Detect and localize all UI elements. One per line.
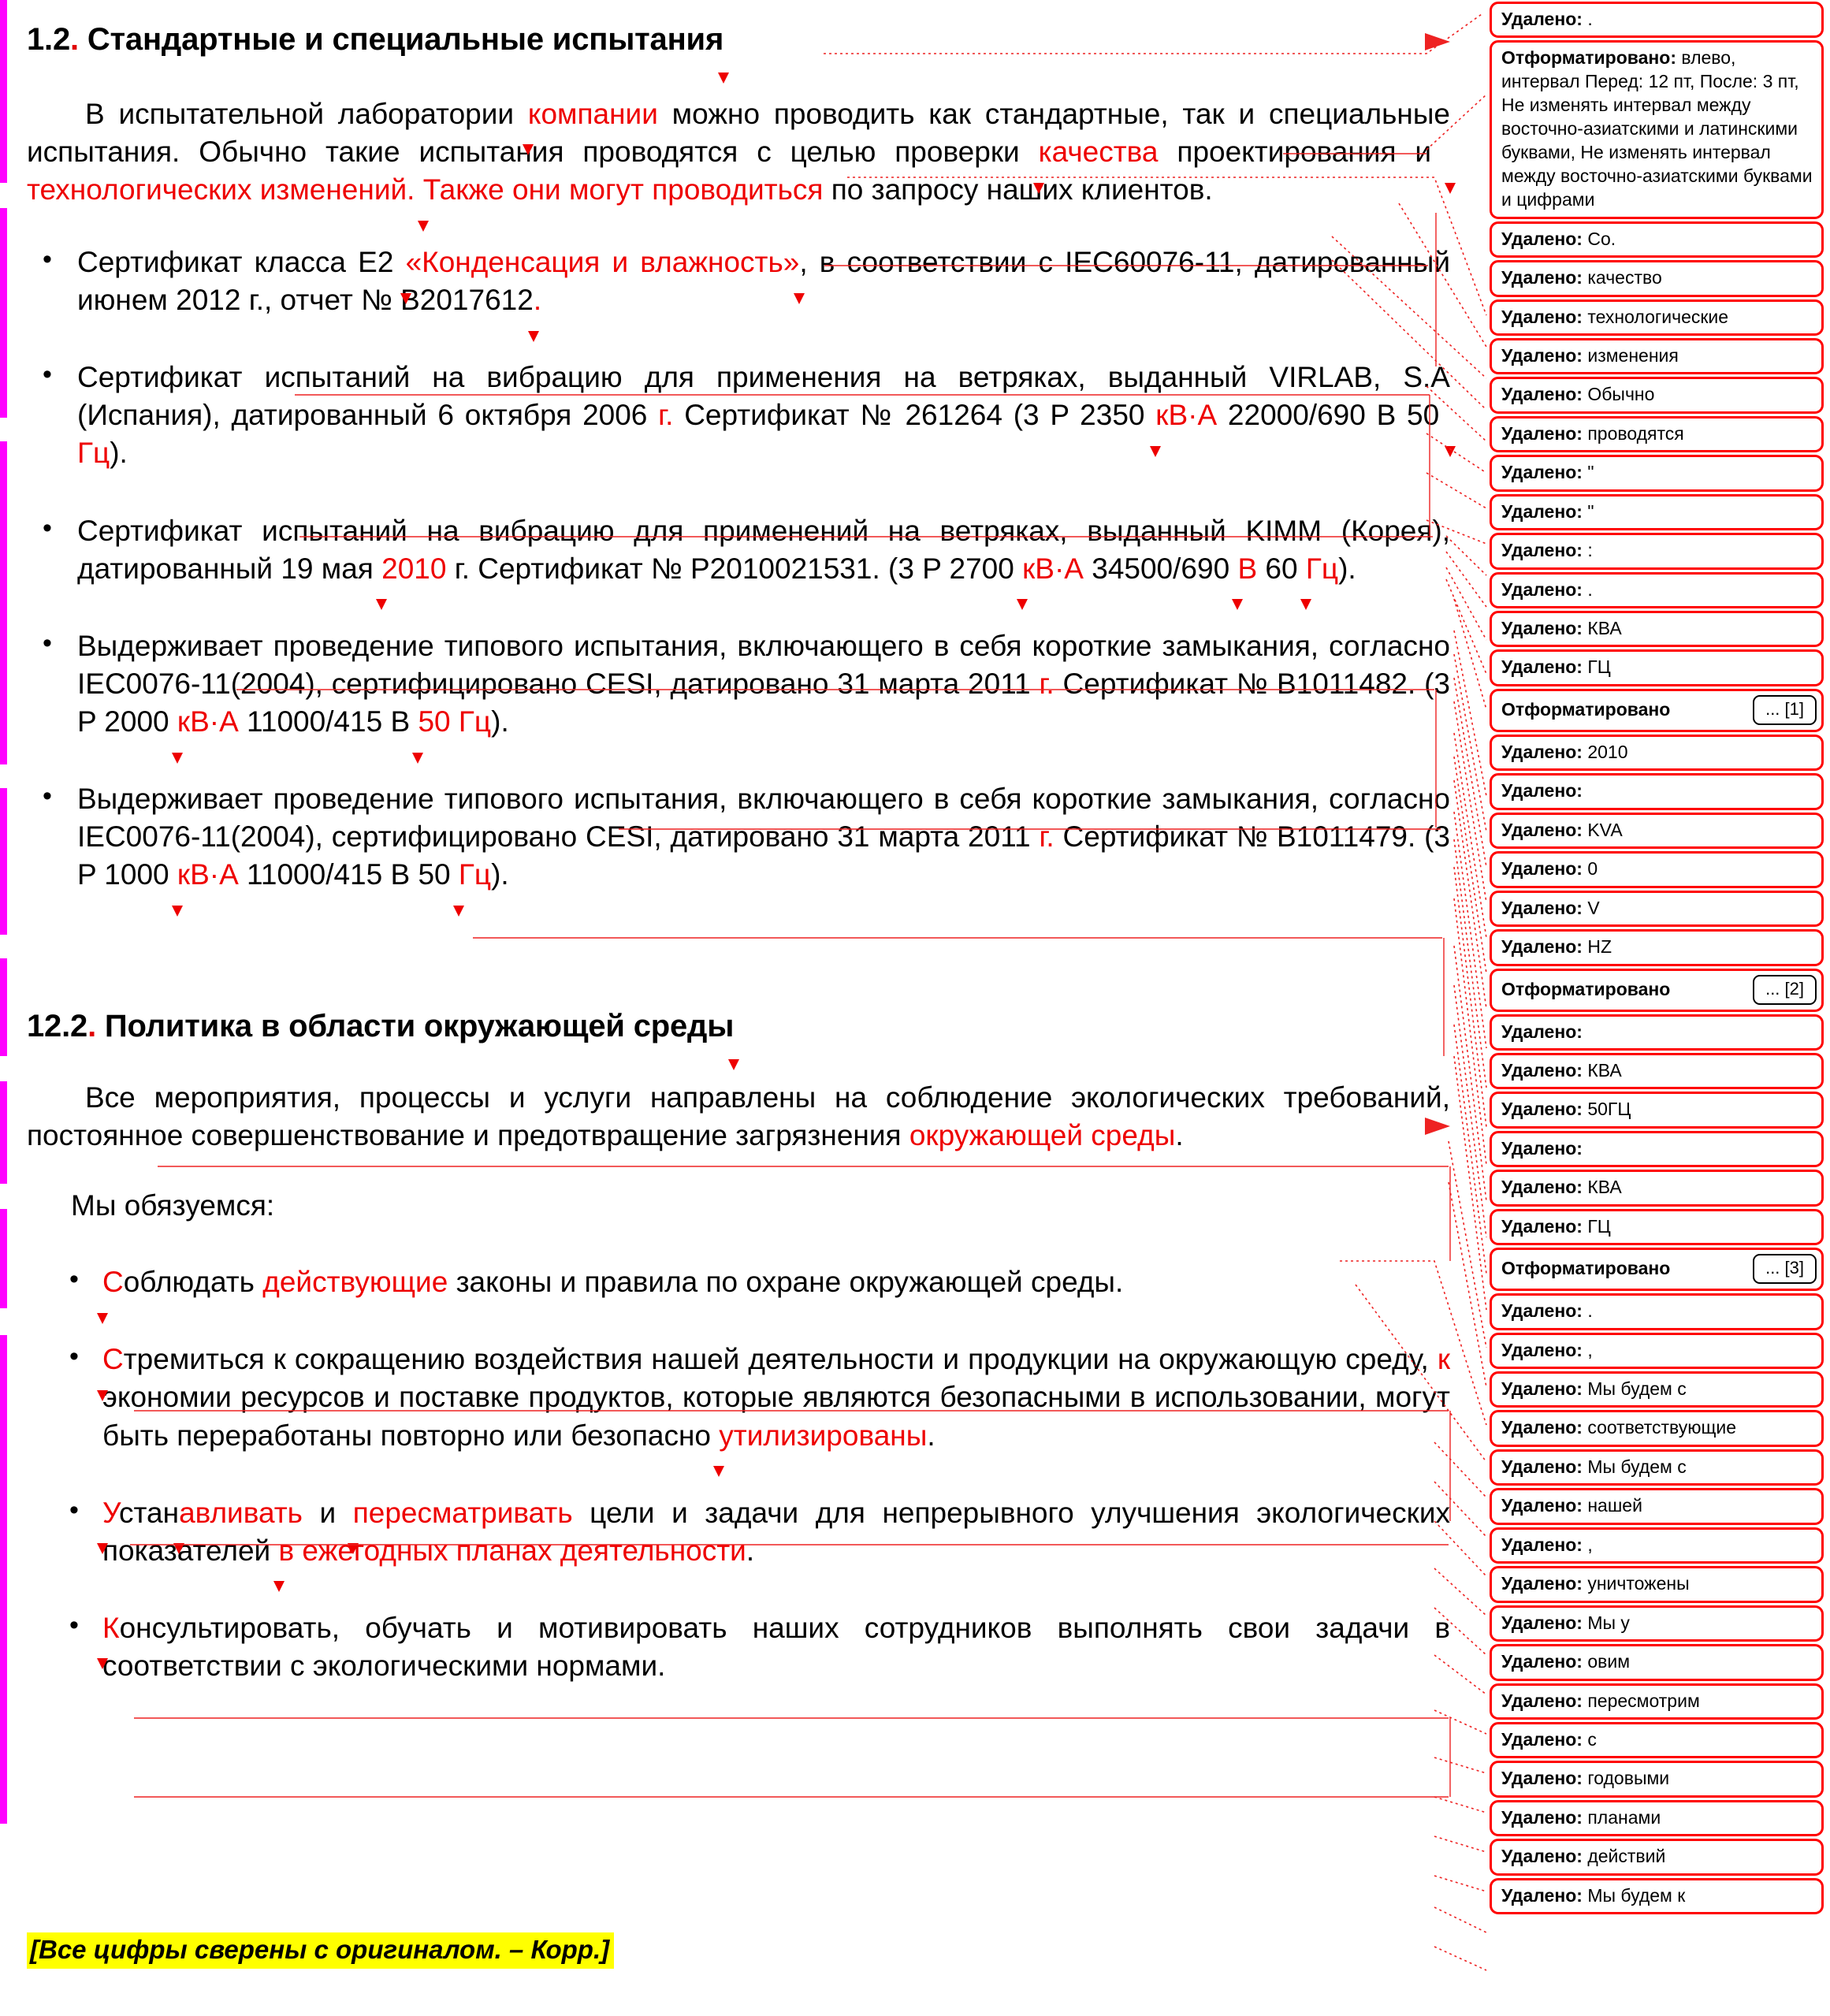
- list-item: [27, 1341, 1450, 1454]
- revision-balloon-label: Удалено:: [1501, 1495, 1583, 1516]
- revision-balloon-label: Отформатировано: [1501, 1258, 1671, 1279]
- revision-text: кВ·А: [1155, 399, 1218, 432]
- revision-balloon-value: соответствующие: [1582, 1417, 1737, 1438]
- revision-balloon-label: Удалено:: [1501, 462, 1583, 483]
- revision-balloon-sidebar: [1490, 0, 1830, 1917]
- text-run: Сертификат испытаний на вибрацию для применения на ветряках, выданный VIRLAB, S.A (Испания), датированный 6 октября 2006: [77, 361, 1450, 432]
- text-run: тремиться к сокращению воздействия нашей деятельности и продукции на окружающую среду,: [123, 1343, 1438, 1376]
- revision-text: Гц: [458, 858, 492, 891]
- revision-balloon-label: Удалено:: [1501, 1339, 1583, 1360]
- revision-balloon-deleted[interactable]: [1490, 1488, 1824, 1524]
- revision-balloon-value: изменения: [1582, 344, 1679, 366]
- list-item: [27, 1609, 1450, 1685]
- revision-balloon-label: Удалено:: [1501, 384, 1583, 405]
- text-run: Сертификат испытаний на вибрацию для применений на ветряках, выданный KIMM (Корея), датированный 19 мая: [77, 514, 1450, 585]
- revision-balloon-value: Co.: [1582, 228, 1616, 249]
- section-2-number: 12.2: [27, 1009, 88, 1044]
- revision-balloon-value: ,: [1582, 1534, 1593, 1555]
- text-run: и: [302, 1496, 353, 1529]
- list-item: [27, 512, 1450, 588]
- revision-balloon-value: :: [1582, 540, 1593, 561]
- revision-balloon-value: годовыми: [1582, 1768, 1670, 1789]
- revision-text: г.: [1039, 667, 1054, 700]
- revision-text: Гц: [1305, 552, 1339, 585]
- revision-balloon-label: Удалено:: [1501, 1099, 1583, 1120]
- text-run: 11000/415 В: [238, 705, 418, 738]
- revision-balloon-label: Удалено:: [1501, 1690, 1583, 1711]
- revision-balloon-deleted[interactable]: [1490, 1131, 1824, 1167]
- editor-note-wrapper: [27, 1932, 614, 1969]
- revision-balloon-label: Удалено:: [1501, 1378, 1583, 1400]
- revision-balloon-deleted[interactable]: [1490, 773, 1824, 809]
- revision-balloon-label: Отформатировано:: [1501, 47, 1677, 69]
- expand-formatting-button[interactable]: ... [3]: [1753, 1254, 1817, 1284]
- revision-balloon-label: Удалено:: [1501, 540, 1583, 561]
- revision-balloon-label: Удалено:: [1501, 267, 1583, 288]
- revision-balloon-label: Удалено:: [1501, 1573, 1583, 1594]
- revision-balloon-value: Обычно: [1582, 384, 1655, 405]
- text-run: , в соответствии с IEC60076-11, датированный июнем 2012 г., отчет № B2017612: [77, 246, 1450, 317]
- revision-balloon-value: ГЦ: [1582, 657, 1611, 678]
- revision-balloon-deleted[interactable]: [1490, 2, 1824, 38]
- revision-balloon-label: Удалено:: [1501, 1456, 1583, 1477]
- revision-balloon-label: Удалено:: [1501, 1417, 1583, 1438]
- revision-balloon-label: Удалено:: [1501, 1846, 1583, 1867]
- text-run: Сертификат № B1011479. (3 P 1000: [77, 820, 1450, 891]
- revision-balloon-label: Удалено:: [1501, 780, 1583, 802]
- revision-balloon-label: Удалено:: [1501, 819, 1583, 840]
- revision-balloon-deleted[interactable]: [1490, 1839, 1824, 1875]
- revision-balloon-deleted[interactable]: [1490, 1371, 1824, 1408]
- list-item: [27, 1494, 1450, 1570]
- revision-balloon-label: Удалено:: [1501, 578, 1583, 600]
- revision-balloon-deleted[interactable]: [1490, 611, 1824, 647]
- text-run: В испытательной лаборатории: [85, 97, 528, 130]
- revision-balloon-deleted[interactable]: [1490, 1527, 1824, 1564]
- text-run: законы и правила по охране окружающей среды.: [448, 1266, 1124, 1299]
- revision-balloon-label: Удалено:: [1501, 1177, 1583, 1198]
- list-item: [27, 1263, 1450, 1301]
- revision-balloon-value: HZ: [1582, 936, 1612, 958]
- revision-balloon-value: 0: [1582, 858, 1598, 880]
- revision-text: действующие: [262, 1266, 448, 1299]
- revision-balloon-deleted[interactable]: [1490, 929, 1824, 965]
- text-run: экономии ресурсов и поставке продуктов, которые являются безопасными в использовании, могут быть переработаны повторно или безопасно: [102, 1381, 1450, 1452]
- revision-text: Также они могут проводиться: [422, 173, 824, 206]
- revision-balloon-deleted[interactable]: [1490, 533, 1824, 569]
- revision-balloon-deleted[interactable]: [1490, 377, 1824, 413]
- revision-balloon-formatted[interactable]: [1490, 1248, 1824, 1291]
- list-item: [27, 627, 1450, 741]
- revision-balloon-deleted[interactable]: [1490, 649, 1824, 686]
- revision-balloon-label: Отформатировано: [1501, 978, 1671, 999]
- revision-balloon-label: Удалено:: [1501, 1534, 1583, 1555]
- revision-balloon-deleted[interactable]: [1490, 1053, 1824, 1089]
- revision-balloon-value: Мы будем с: [1582, 1456, 1687, 1477]
- revision-balloon-deleted[interactable]: [1490, 572, 1824, 608]
- revision-text: 2010: [381, 552, 447, 585]
- text-run: Сертификат № B1011482. (3 P 2000: [77, 667, 1450, 738]
- revision-text: кВ·А: [177, 858, 239, 891]
- revision-balloon-value: Мы будем с: [1582, 1378, 1687, 1400]
- revision-text: С: [102, 1266, 124, 1299]
- revision-balloon-label: Отформатировано: [1501, 699, 1671, 720]
- revision-balloon-deleted[interactable]: [1490, 1722, 1824, 1758]
- revision-text: .: [533, 284, 542, 317]
- text-run: 34500/690: [1083, 552, 1238, 585]
- revision-balloon-deleted[interactable]: [1490, 1209, 1824, 1245]
- revision-balloon-deleted[interactable]: [1490, 1605, 1824, 1642]
- revision-balloon-label: Удалено:: [1501, 1059, 1583, 1081]
- revision-balloon-value: планами: [1582, 1806, 1661, 1828]
- revision-balloon-deleted[interactable]: [1490, 338, 1824, 374]
- revision-balloon-label: Удалено:: [1501, 1612, 1583, 1633]
- revision-balloon-deleted[interactable]: [1490, 260, 1824, 296]
- revision-text: У: [102, 1496, 120, 1529]
- revision-balloon-label: Удалено:: [1501, 741, 1583, 762]
- revision-balloon-value: нашей: [1582, 1495, 1642, 1516]
- text-run: ).: [110, 437, 128, 470]
- revision-text: «Конденсация и влажность»: [405, 246, 800, 279]
- expand-formatting-button[interactable]: ... [1]: [1753, 695, 1817, 725]
- revision-balloon-value: уничтожены: [1582, 1573, 1690, 1594]
- revision-balloon-label: Удалено:: [1501, 1021, 1583, 1042]
- revision-balloon-label: Удалено:: [1501, 657, 1583, 678]
- revision-balloon-value: КВА: [1582, 1059, 1622, 1081]
- section-1-number: 1.2: [27, 22, 71, 57]
- text-run: 60: [1257, 552, 1306, 585]
- revision-balloon-value: КВА: [1582, 618, 1622, 639]
- revision-balloon-deleted[interactable]: [1490, 1092, 1824, 1128]
- revision-text: качества: [1038, 135, 1159, 168]
- revision-balloon-deleted[interactable]: [1490, 455, 1824, 491]
- revision-balloon-deleted[interactable]: [1490, 1293, 1824, 1330]
- revision-balloon-value: V: [1582, 897, 1600, 918]
- revision-balloon-label: Удалено:: [1501, 1651, 1583, 1672]
- revision-balloon-deleted[interactable]: [1490, 1644, 1824, 1680]
- revision-balloon-label: Удалено:: [1501, 500, 1583, 522]
- revision-balloon-label: Удалено:: [1501, 228, 1583, 249]
- text-run: .: [746, 1534, 755, 1567]
- text-run: онсультировать, обучать и мотивировать наших сотрудников выполнять свои задачи в соответствии с экологическими нормами.: [102, 1611, 1450, 1682]
- section-2-title: Политика в области окружающей среды: [95, 1009, 735, 1044]
- revision-text: г.: [1039, 820, 1054, 854]
- revision-balloon-value: .: [1582, 9, 1593, 29]
- revision-text: к: [1437, 1343, 1450, 1376]
- page-title-section-2: [27, 1009, 1450, 1044]
- revision-balloon-value: качество: [1582, 267, 1662, 288]
- revision-balloon-label: Удалено:: [1501, 344, 1583, 366]
- revision-balloon-value: KVA: [1582, 819, 1623, 840]
- text-run: Выдерживает проведение типового испытания, включающего в себя короткие замыкания, согласно IEC0076-11(2004), сертифицировано CESI, датировано 31 марта 2011: [77, 629, 1450, 700]
- text-run: облюдать: [123, 1266, 263, 1299]
- section-1-intro-paragraph: [27, 95, 1450, 209]
- revision-text: 50 Гц: [418, 705, 492, 738]
- revision-balloon-label: Удалено:: [1501, 9, 1583, 29]
- revision-balloon-deleted[interactable]: [1490, 1014, 1824, 1051]
- revision-balloon-deleted[interactable]: [1490, 416, 1824, 452]
- editor-note: [Все цифры сверены с оригиналом. – Корр.]: [27, 1932, 614, 1969]
- revision-balloon-deleted[interactable]: [1490, 1170, 1824, 1206]
- revision-balloon-deleted[interactable]: [1490, 1449, 1824, 1486]
- revision-balloon-formatted[interactable]: [1490, 969, 1824, 1012]
- list-item: [27, 244, 1450, 319]
- text-run: [415, 173, 422, 206]
- revision-balloon-value: ГЦ: [1582, 1215, 1611, 1237]
- revision-balloon-deleted[interactable]: [1490, 1761, 1824, 1797]
- expand-formatting-button[interactable]: ... [2]: [1753, 975, 1817, 1005]
- revision-balloon-label: Удалено:: [1501, 1728, 1583, 1750]
- revision-balloon-value: ,: [1582, 1339, 1593, 1360]
- revision-text: утилизированы: [719, 1419, 928, 1452]
- revision-text: кВ·А: [177, 705, 239, 738]
- text-run: ).: [491, 858, 509, 891]
- revision-balloon-deleted[interactable]: [1490, 1800, 1824, 1836]
- revision-text: С: [102, 1343, 124, 1376]
- revision-balloon-value: проводятся: [1582, 422, 1684, 444]
- text-run: цели и задачи для непрерывного улучшения экологических показателей: [102, 1496, 1450, 1567]
- section-2-bullet-list: [27, 1263, 1450, 1685]
- revision-balloon-value: 50ГЦ: [1582, 1099, 1631, 1120]
- revision-text: компании: [527, 97, 658, 130]
- revision-balloon-label: Удалено:: [1501, 1884, 1583, 1906]
- text-run: 11000/415 В 50: [238, 858, 459, 891]
- revision-text: К: [102, 1611, 120, 1644]
- revision-balloon-value: Мы будем к: [1582, 1884, 1686, 1906]
- text-run: по запросу наших клиентов.: [823, 173, 1213, 206]
- revision-balloon-label: Удалено:: [1501, 1768, 1583, 1789]
- revision-balloon-deleted[interactable]: [1490, 735, 1824, 771]
- revision-balloon-deleted[interactable]: [1490, 891, 1824, 927]
- revision-balloon-label: Удалено:: [1501, 1806, 1583, 1828]
- revision-balloon-value: пересмотрим: [1582, 1690, 1700, 1711]
- text-run: стан: [119, 1496, 180, 1529]
- text-run: Все мероприятия, процессы и услуги направлены на соблюдение экологических требований, постоянное совершенствование и предотвращение загрязнения: [27, 1081, 1450, 1152]
- revision-balloon-deleted[interactable]: [1490, 299, 1824, 336]
- revision-balloon-value: КВА: [1582, 1177, 1622, 1198]
- page-title-section-1: [27, 22, 1450, 58]
- section-2-lead-in: Мы обязуемся:: [71, 1189, 275, 1222]
- text-run: Сертификат класса E2: [77, 246, 406, 279]
- revision-balloon-value: влево, интервал Перед: 12 пт, После: 3 пт, Не изменять интервал между восточно-азиатскими и латинскими буквами, Не изменять интервал между восточно-азиатскими буквами и цифрами: [1501, 47, 1813, 210]
- revision-balloon-label: Удалено:: [1501, 858, 1583, 880]
- text-run: г. Сертификат № P2010021531. (3 P 2700: [446, 552, 1023, 585]
- revision-balloon-label: Удалено:: [1501, 618, 1583, 639]
- revision-balloon-value: технологические: [1582, 306, 1729, 327]
- revision-balloon-label: Удалено:: [1501, 422, 1583, 444]
- revision-balloon-value: Мы у: [1582, 1612, 1630, 1633]
- revision-balloon-deleted[interactable]: [1490, 221, 1824, 258]
- revision-balloon-value: овим: [1582, 1651, 1631, 1672]
- section-2-intro-paragraph: [27, 1079, 1450, 1155]
- text-run: .: [927, 1419, 935, 1452]
- revision-balloon-value: с: [1582, 1728, 1597, 1750]
- revision-balloon-deleted[interactable]: [1490, 1333, 1824, 1369]
- revision-balloon-deleted[interactable]: [1490, 851, 1824, 887]
- text-run: ).: [491, 705, 509, 738]
- revision-balloon-deleted[interactable]: [1490, 1878, 1824, 1914]
- revision-balloon-value: ": [1582, 500, 1594, 522]
- revision-balloon-label: Удалено:: [1501, 1137, 1583, 1159]
- revision-balloon-formatted[interactable]: [1490, 689, 1824, 732]
- text-run: можно проводить как стандартные, так и специальные испытания. Обычно такие испытания проводятся с целью проверки: [27, 97, 1450, 168]
- revision-balloon-deleted[interactable]: [1490, 813, 1824, 849]
- section-2-number-dot: .: [87, 1009, 96, 1044]
- section-1-title: Стандартные и специальные испытания: [78, 22, 724, 57]
- text-run: Выдерживает проведение типового испытания, включающего в себя короткие замыкания, согласно IEC0076-11(2004), сертифицировано CESI, датировано 31 марта 2011: [77, 783, 1450, 854]
- revision-balloon-formatted[interactable]: [1490, 40, 1824, 218]
- revision-text: кВ·А: [1022, 552, 1084, 585]
- revision-balloon-value: 2010: [1582, 741, 1628, 762]
- revision-balloon-deleted[interactable]: [1490, 1566, 1824, 1602]
- revision-text: В: [1237, 552, 1258, 585]
- revision-text: г.: [658, 399, 674, 432]
- text-run: проектирования и: [1158, 135, 1450, 168]
- revision-text: окружающей среды: [909, 1119, 1176, 1152]
- text-run: .: [1175, 1119, 1184, 1152]
- revision-balloon-label: Удалено:: [1501, 1215, 1583, 1237]
- text-run: Сертификат № 261264 (3 P 2350: [673, 399, 1156, 432]
- revision-balloon-deleted[interactable]: [1490, 494, 1824, 530]
- list-item: [27, 780, 1450, 894]
- list-item: [27, 359, 1450, 472]
- revision-balloon-label: Удалено:: [1501, 1300, 1583, 1322]
- revision-balloon-value: ": [1582, 462, 1594, 483]
- section-1-bullet-list: [27, 244, 1450, 894]
- revision-balloon-label: Удалено:: [1501, 936, 1583, 958]
- revision-text: пересматривать: [352, 1496, 573, 1529]
- revision-text: в ежегодных планах деятельности: [278, 1534, 746, 1567]
- section-1-number-dot: .: [70, 22, 79, 57]
- revision-text: Гц: [77, 437, 110, 470]
- revision-balloon-label: Удалено:: [1501, 306, 1583, 327]
- text-run: 22000/690 В 50: [1217, 399, 1450, 432]
- text-run: ).: [1338, 552, 1356, 585]
- revision-text: технологических изменений.: [27, 173, 415, 206]
- revision-balloon-label: Удалено:: [1501, 897, 1583, 918]
- revision-balloon-value: действий: [1582, 1846, 1666, 1867]
- revision-balloon-deleted[interactable]: [1490, 1683, 1824, 1720]
- revision-balloon-value: .: [1582, 1300, 1593, 1322]
- revision-balloon-deleted[interactable]: [1490, 1410, 1824, 1446]
- revision-balloon-value: .: [1582, 578, 1593, 600]
- revision-text: авливать: [179, 1496, 303, 1529]
